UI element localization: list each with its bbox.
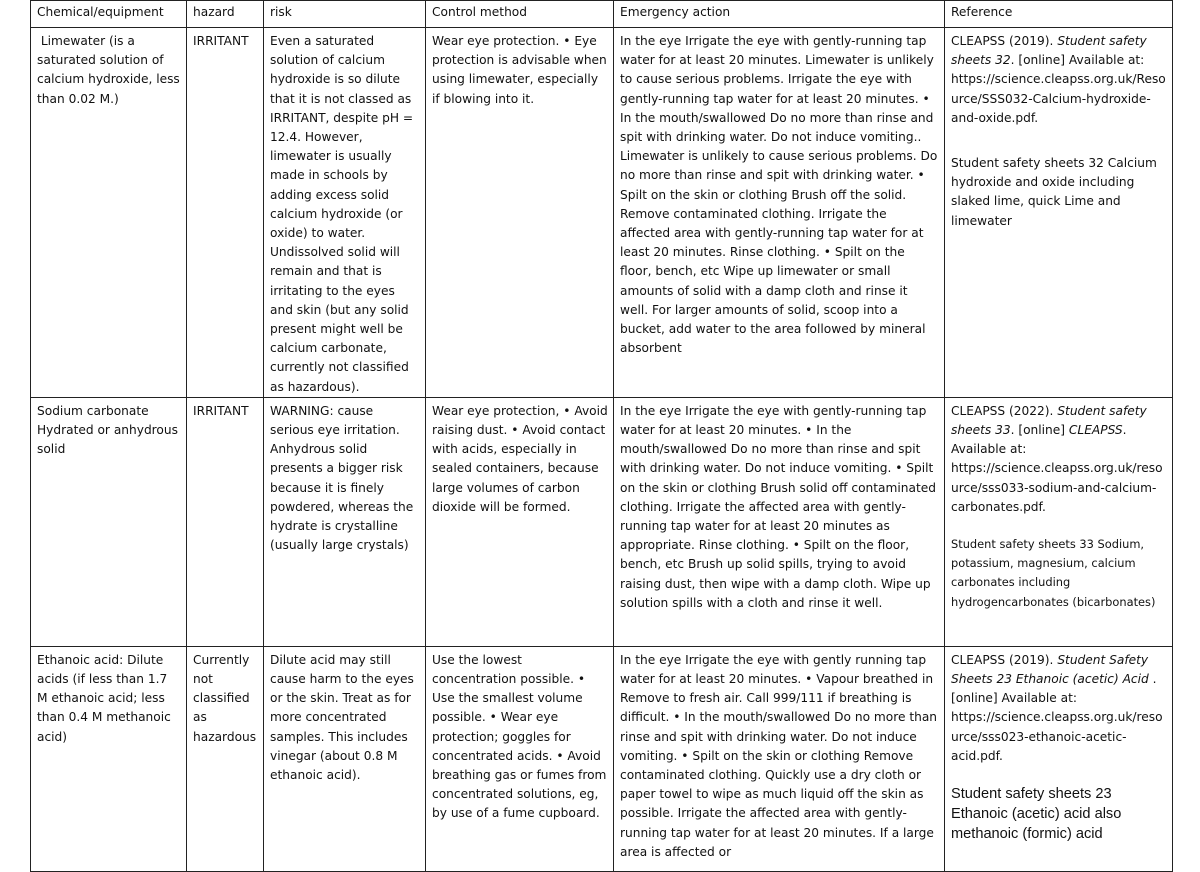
cell-emergency-action: In the eye Irrigate the eye with gently-running tap water for at least 20 minutes. • In the mouth/swallowed Do no more than rinse and spit with drinking water. Do not induce vomiting. • Spilt on the skin or clothing Brush solid off contaminated clothing. Irrigate the affected area with gently-running tap water for at least 20 minutes as appropriate. Rinse clothing. • Spilt on the floor, bench, etc Brush up solid spills, trying to avoid raising dust, then wipe with a damp cloth. Wipe up solution spills with a cloth and rinse it well. (614, 397, 945, 646)
spacer (951, 128, 1167, 154)
cell-reference (945, 28, 1173, 398)
reference-citation-rest: . [online] Available at: https://science.cleapss.org.uk/Resource/SSS032-Calcium-hydroxide-and-oxide.pdf. (951, 53, 1166, 125)
cell-emergency-action: In the eye Irrigate the eye with gently-running tap water for at least 20 minutes. Limewater is unlikely to cause serious problems. Irrigate the eye with gently-running tap water for at least 20 minutes. • In the mouth/swallowed Do no more than rinse and spit with drinking water. Do not induce vomiting.. Limewater is unlikely to cause serious problems. Do no more than rinse and spit with drinking water. • Spilt on the skin or clothing Brush off the solid. Remove contaminated clothing. Irrigate the affected area with gently-running tap water for at least 20 minutes. Rinse clothing. • Spilt on the floor, bench, etc Wipe up limewater or small amounts of solid with a damp cloth and rinse it well. For larger amounts of solid, scoop into a bucket, add water to the area followed by mineral absorbent (614, 28, 945, 398)
cell-risk: WARNING: cause serious eye irritation. Anhydrous solid presents a bigger risk because it is finely powdered, whereas the hydrate is crystalline (usually large crystals) (264, 397, 426, 646)
cell-hazard: Currently not classified as hazardous (187, 646, 264, 871)
spacer (951, 766, 1167, 784)
cell-hazard: IRRITANT (187, 28, 264, 398)
cell-risk: Dilute acid may still cause harm to the eyes or the skin. Treat as for more concentrated samples. This includes vinegar (about 0.8 M ethanoic acid). (264, 646, 426, 871)
cell-hazard: IRRITANT (187, 397, 264, 646)
header-reference: Reference (945, 1, 1173, 28)
reference-citation-rest: . Available at: https://science.cleapss.org.uk/resource/sss033-sodium-and-calcium-carbonates.pdf. (951, 423, 1163, 514)
spacer (951, 517, 1167, 535)
reference-note: Student safety sheets 33 Sodium, potassium, magnesium, calcium carbonates including hydrogencarbonates (bicarbonates) (951, 537, 1156, 609)
table-header-row (31, 1, 1173, 28)
header-chemical: Chemical/equipment (31, 1, 187, 28)
table-row (31, 646, 1173, 871)
table-row (31, 28, 1173, 398)
cell-chemical: Ethanoic acid: Dilute acids (if less than 1.7 M ethanoic acid; less than 0.4 M methanoic acid) (31, 646, 187, 871)
cell-control-method: Wear eye protection. • Eye protection is advisable when using limewater, especially if blowing into it. (426, 28, 614, 398)
table-row (31, 397, 1173, 646)
reference-citation-title: Student Safety Sheets 23 Ethanoic (acetic) Acid (951, 652, 1149, 687)
cell-risk: Even a saturated solution of calcium hydroxide is so dilute that it is not classed as IRRITANT, despite pH = 12.4. However, limewater is usually made in schools by adding excess solid calcium hydroxide (or oxide) to water. Undissolved solid will remain and that is irritating to the eyes and skin (but any solid present might well be calcium carbonate, currently not classified as hazardous). (264, 28, 426, 398)
cell-emergency-action: In the eye Irrigate the eye with gently running tap water for at least 20 minutes. • Vapour breathed in Remove to fresh air. Call 999/111 if breathing is difficult. • In the mouth/swallowed Do no more than rinse and spit with drinking water. Do not induce vomiting. • Spilt on the skin or clothing Remove contaminated clothing. Quickly use a dry cloth or paper towel to wipe as much liquid off the skin as possible. Irrigate the affected area with gently-running tap water for at least 20 minutes. If a large area is affected or (614, 646, 945, 871)
cell-control-method: Wear eye protection, • Avoid raising dust. • Avoid contact with acids, especially in sealed containers, because large volumes of carbon dioxide will be formed. (426, 397, 614, 646)
cell-reference (945, 397, 1173, 646)
header-risk: risk (264, 1, 426, 28)
cell-chemical: Sodium carbonate Hydrated or anhydrous solid (31, 397, 187, 646)
cell-reference (945, 646, 1173, 871)
reference-citation-prefix: CLEAPSS (2022). (951, 403, 1058, 418)
cell-chemical: Limewater (is a saturated solution of calcium hydroxide, less than 0.02 M.) (31, 28, 187, 398)
reference-citation-title: Student safety sheets 33 (951, 403, 1147, 438)
header-hazard: hazard (187, 1, 264, 28)
header-emergency-action: Emergency action (614, 1, 945, 28)
header-control-method: Control method (426, 1, 614, 28)
reference-citation-prefix: CLEAPSS (2019). (951, 652, 1058, 667)
reference-note: Student safety sheets 32 Calcium hydroxide and oxide including slaked lime, quick Lime and limewater (951, 156, 1157, 228)
reference-citation-publisher: CLEAPSS (1068, 423, 1123, 438)
reference-citation-mid: . [online] (1010, 423, 1069, 438)
chemical-risk-assessment-table (30, 0, 1173, 872)
reference-note: Student safety sheets 23 Ethanoic (acetic) acid also methanoic (formic) acid (951, 786, 1122, 843)
reference-citation-rest: . [online] Available at: https://science.cleapss.org.uk/resource/sss023-ethanoic-acetic-acid.pdf. (951, 672, 1163, 763)
cell-control-method: Use the lowest concentration possible. • Use the smallest volume possible. • Wear eye protection; goggles for concentrated acids. • Avoid breathing gas or fumes from concentrated solutions, eg, by use of a fume cupboard. (426, 646, 614, 871)
reference-citation-title: Student safety sheets 32 (951, 34, 1147, 68)
reference-citation-prefix: CLEAPSS (2019). (951, 34, 1058, 48)
